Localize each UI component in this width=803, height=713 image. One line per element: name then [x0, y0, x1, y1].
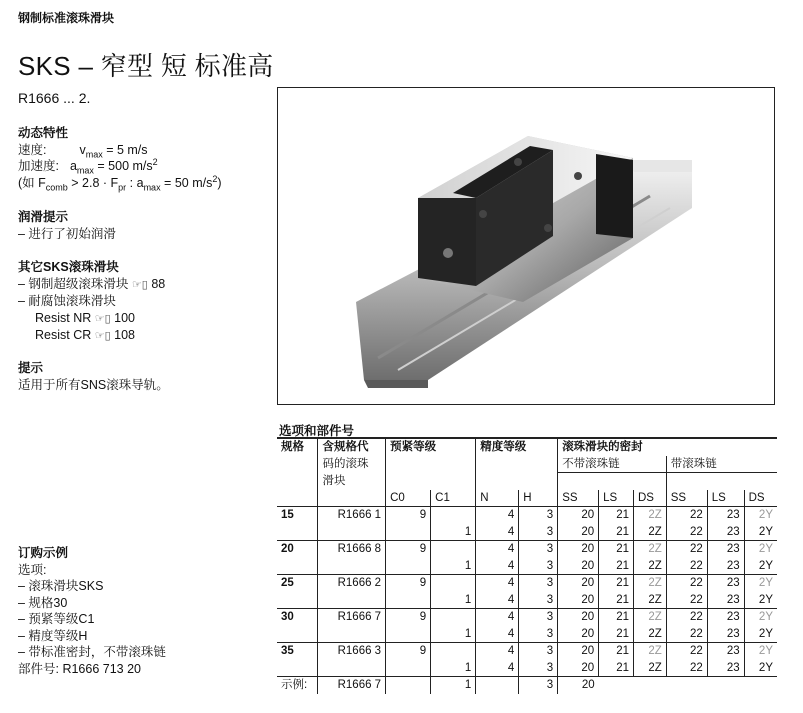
- note-heading: 提示: [18, 361, 44, 375]
- table-cell-ls4: 23: [707, 524, 744, 541]
- unit-c1: C1: [431, 490, 476, 507]
- col-size: 规格: [277, 438, 318, 456]
- table-cell-n2: 4: [476, 592, 519, 609]
- page-reference-icon: ☞▯: [94, 330, 111, 342]
- ordering-item: – 滚珠滑块SKS: [18, 579, 104, 593]
- table-cell-c0: 9: [386, 643, 431, 660]
- table-cell-empty: [386, 524, 431, 541]
- table-cell-empty: [277, 524, 318, 541]
- col-code: 含规格代: [318, 438, 386, 456]
- table-cell-ss3: 20: [558, 660, 599, 677]
- table-cell-empty: [386, 592, 431, 609]
- other-block-resist-nr[interactable]: Resist NR ☞▯ 100: [18, 310, 268, 328]
- table-cell-ds3: 2Z: [633, 660, 666, 677]
- ordering-options-label: 选项:: [18, 562, 47, 577]
- table-row: [277, 592, 777, 609]
- table-cell-ds2: 2Y: [744, 507, 777, 524]
- ordering-part-number: 部件号: R1666 713 20: [18, 661, 141, 676]
- lubrication-heading: 润滑提示: [18, 210, 69, 224]
- table-cell-n2: 4: [476, 558, 519, 575]
- table-cell-ls4: 23: [707, 626, 744, 643]
- page-reference-icon: ☞▯: [131, 278, 148, 291]
- table-cell-n1: 4: [476, 541, 519, 558]
- other-blocks: [18, 259, 268, 345]
- example-label: 示例:: [277, 677, 318, 694]
- table-cell-n1: 4: [476, 507, 519, 524]
- table-cell-ds4: 2Y: [744, 660, 777, 677]
- table-cell-code: R1666 3: [318, 643, 386, 660]
- table-cell-empty: [431, 541, 476, 558]
- table-cell-ls2: 23: [707, 541, 744, 558]
- example-c1: 1: [431, 677, 476, 694]
- table-cell-empty: [666, 677, 707, 694]
- table-row: [277, 575, 777, 592]
- section-label: 钢制标准滚珠滑块: [18, 11, 115, 25]
- table-cell-ls1: 21: [599, 507, 634, 524]
- table-cell-c1: 1: [431, 660, 476, 677]
- ordering-item: – 带标准密封，不带滚珠链: [18, 645, 166, 659]
- options-table: [277, 437, 777, 694]
- table-cell-ls2: 23: [707, 609, 744, 626]
- table-cell-size: 15: [277, 507, 318, 524]
- table-cell-empty: [431, 609, 476, 626]
- table-row: [277, 643, 777, 660]
- table-cell-c0: 9: [386, 609, 431, 626]
- table-cell-h1: 3: [519, 507, 558, 524]
- note-block: [18, 360, 268, 393]
- table-cell-empty: [431, 643, 476, 660]
- unit-ls: LS: [707, 490, 744, 507]
- unit-h: H: [519, 490, 558, 507]
- table-cell-ss4: 22: [666, 524, 707, 541]
- table-cell-empty: [599, 677, 634, 694]
- table-cell-code: R1666 8: [318, 541, 386, 558]
- table-cell-h2: 3: [519, 660, 558, 677]
- table-row: [277, 626, 777, 643]
- note-text: 适用于所有SNS滚珠导轨。: [18, 377, 169, 392]
- table-cell-empty: [386, 677, 431, 694]
- table-cell-size: 35: [277, 643, 318, 660]
- ordering-item: – 规格30: [18, 595, 68, 610]
- table-cell-empty: [318, 592, 386, 609]
- table-cell-empty: [633, 677, 666, 694]
- lubrication-block: [18, 209, 268, 242]
- table-cell-n2: 4: [476, 626, 519, 643]
- table-row: [277, 541, 777, 558]
- table-cell-empty: [277, 660, 318, 677]
- table-cell-code: R1666 1: [318, 507, 386, 524]
- table-cell-ss3: 20: [558, 626, 599, 643]
- table-cell-n1: 4: [476, 609, 519, 626]
- table-cell-ls1: 21: [599, 609, 634, 626]
- example-ss: 20: [558, 677, 599, 694]
- table-cell-ss1: 20: [558, 643, 599, 660]
- table-cell-ss2: 22: [666, 541, 707, 558]
- table-cell-empty: [318, 558, 386, 575]
- table-cell-ss2: 22: [666, 643, 707, 660]
- table-cell-n1: 4: [476, 643, 519, 660]
- table-cell-empty: [318, 660, 386, 677]
- page-reference-icon: ☞▯: [94, 312, 111, 325]
- table-cell-c0: 9: [386, 541, 431, 558]
- sub-with-chain: 带滚珠链: [666, 456, 777, 473]
- product-image-frame: [277, 87, 775, 405]
- table-cell-c0: 9: [386, 507, 431, 524]
- table-cell-n2: 4: [476, 660, 519, 677]
- table-cell-c1: 1: [431, 524, 476, 541]
- table-cell-empty: [431, 507, 476, 524]
- accel-line: 加速度: $a_{max} = 500$ $m/s^2$: [18, 156, 158, 176]
- other-block-resist-cr[interactable]: Resist CR ☞▯ 108: [18, 327, 268, 345]
- table-cell-ls3: 21: [599, 558, 634, 575]
- table-cell-ds2: 2Y: [744, 643, 777, 660]
- table-row: [277, 660, 777, 677]
- table-cell-size: 25: [277, 575, 318, 592]
- table-cell-ds4: 2Y: [744, 626, 777, 643]
- table-cell-ls3: 21: [599, 592, 634, 609]
- table-body: [277, 507, 777, 694]
- table-cell-ss4: 22: [666, 558, 707, 575]
- unit-ls: LS: [599, 490, 634, 507]
- table-title: 选项和部件号: [279, 424, 355, 438]
- table-cell-ds1: 2Z: [633, 643, 666, 660]
- speed-line: 速度: $v_{max} = 5$ m/s: [18, 142, 148, 159]
- col-preload: 预紧等级: [386, 438, 476, 456]
- table-cell-ds2: 2Y: [744, 609, 777, 626]
- other-block-corrosion: – 耐腐蚀滚珠滑块: [18, 294, 116, 308]
- table-row: [277, 524, 777, 541]
- part-range: R1666 ... 2.: [18, 90, 91, 106]
- table-cell-ss1: 20: [558, 541, 599, 558]
- sub-without-chain: 不带滚珠链: [558, 456, 667, 473]
- table-cell-empty: [386, 626, 431, 643]
- table-cell-n2: 4: [476, 524, 519, 541]
- table-cell-ds4: 2Y: [744, 592, 777, 609]
- example-code: R1666 7: [318, 677, 386, 694]
- table-cell-empty: [707, 677, 744, 694]
- table-cell-size: 20: [277, 541, 318, 558]
- table-row: [277, 609, 777, 626]
- condition-line: (如 $F_{comb} > 2.8 \cdot F_{pr}$ : $a_{max} = 50$ $m/s^2$): [18, 173, 222, 192]
- table-cell-ds1: 2Z: [633, 541, 666, 558]
- page-title: SKS – 窄型 短 标准高: [18, 51, 274, 81]
- other-blocks-heading: 其它SKS滚珠滑块: [18, 260, 119, 274]
- table-cell-c0: 9: [386, 575, 431, 592]
- table-cell-ls1: 21: [599, 575, 634, 592]
- table-cell-size: 30: [277, 609, 318, 626]
- example-h: 3: [519, 677, 558, 694]
- table-cell-empty: [431, 575, 476, 592]
- table-cell-h2: 3: [519, 558, 558, 575]
- table-cell-ss1: 20: [558, 609, 599, 626]
- table-cell-ls2: 23: [707, 575, 744, 592]
- col-accuracy: 精度等级: [476, 438, 558, 456]
- table-cell-ds3: 2Z: [633, 626, 666, 643]
- unit-c0: C0: [386, 490, 431, 507]
- table-cell-h2: 3: [519, 626, 558, 643]
- linear-guide-carriage-photo: [278, 88, 774, 404]
- dynamics-heading: 动态特性: [18, 126, 69, 140]
- table-cell-ss1: 20: [558, 507, 599, 524]
- unit-ds: DS: [633, 490, 666, 507]
- table-cell-c1: 1: [431, 558, 476, 575]
- table-cell-ds3: 2Z: [633, 592, 666, 609]
- example-row: [277, 677, 777, 694]
- table-cell-ls1: 21: [599, 541, 634, 558]
- table-cell-h1: 3: [519, 575, 558, 592]
- table-cell-ds1: 2Z: [633, 575, 666, 592]
- table-cell-empty: [386, 660, 431, 677]
- table-cell-ss4: 22: [666, 660, 707, 677]
- table-cell-ls3: 21: [599, 660, 634, 677]
- table-cell-empty: [386, 558, 431, 575]
- table-cell-h2: 3: [519, 592, 558, 609]
- lubrication-item: – 进行了初始润滑: [18, 226, 116, 241]
- table-cell-ls2: 23: [707, 507, 744, 524]
- table-cell-ss3: 20: [558, 592, 599, 609]
- table-cell-c1: 1: [431, 592, 476, 609]
- table-cell-ds3: 2Z: [633, 524, 666, 541]
- unit-n: N: [476, 490, 519, 507]
- table-cell-n1: 4: [476, 575, 519, 592]
- col-code-line2: 码的滚珠: [318, 456, 386, 473]
- table-cell-ls2: 23: [707, 643, 744, 660]
- ordering-item: – 精度等级H: [18, 628, 88, 643]
- table-cell-code: R1666 2: [318, 575, 386, 592]
- table-cell-ls4: 23: [707, 660, 744, 677]
- table-row: [277, 507, 777, 524]
- table-cell-ds1: 2Z: [633, 507, 666, 524]
- ordering-example: [18, 545, 268, 677]
- table-cell-ls1: 21: [599, 643, 634, 660]
- ordering-item: – 预紧等级C1: [18, 612, 95, 626]
- table-cell-empty: [277, 592, 318, 609]
- table-cell-ss3: 20: [558, 524, 599, 541]
- table-cell-ss4: 22: [666, 626, 707, 643]
- table-cell-empty: [476, 677, 519, 694]
- table-cell-ss4: 22: [666, 592, 707, 609]
- table-cell-ls3: 21: [599, 626, 634, 643]
- table-cell-h2: 3: [519, 524, 558, 541]
- table-cell-ss2: 22: [666, 609, 707, 626]
- table-cell-code: R1666 7: [318, 609, 386, 626]
- table-cell-ds4: 2Y: [744, 524, 777, 541]
- table-cell-ds2: 2Y: [744, 575, 777, 592]
- table-cell-c1: 1: [431, 626, 476, 643]
- table-cell-empty: [318, 626, 386, 643]
- table-cell-empty: [318, 524, 386, 541]
- table-cell-h1: 3: [519, 609, 558, 626]
- table-cell-ss1: 20: [558, 575, 599, 592]
- table-cell-ls4: 23: [707, 592, 744, 609]
- table-cell-ss2: 22: [666, 507, 707, 524]
- col-code-line3: 滑块: [318, 473, 386, 490]
- unit-ds: DS: [744, 490, 777, 507]
- ordering-heading: 订购示例: [18, 546, 69, 560]
- dynamics-block: [18, 125, 268, 191]
- col-seal: 滚珠滑块的密封: [558, 438, 777, 456]
- other-block-steel-super[interactable]: – 钢制超级滚珠滑块 ☞▯ 88: [18, 276, 268, 294]
- table-cell-h1: 3: [519, 541, 558, 558]
- table-cell-ls3: 21: [599, 524, 634, 541]
- table-cell-ds2: 2Y: [744, 541, 777, 558]
- unit-ss: SS: [558, 490, 599, 507]
- table-cell-ds4: 2Y: [744, 558, 777, 575]
- table-cell-empty: [277, 626, 318, 643]
- table-cell-empty: [744, 677, 777, 694]
- table-cell-ss3: 20: [558, 558, 599, 575]
- table-cell-ss2: 22: [666, 575, 707, 592]
- table-cell-ds3: 2Z: [633, 558, 666, 575]
- table-cell-empty: [277, 558, 318, 575]
- table-row: [277, 558, 777, 575]
- unit-ss: SS: [666, 490, 707, 507]
- table-cell-ds1: 2Z: [633, 609, 666, 626]
- table-cell-ls4: 23: [707, 558, 744, 575]
- table-cell-h1: 3: [519, 643, 558, 660]
